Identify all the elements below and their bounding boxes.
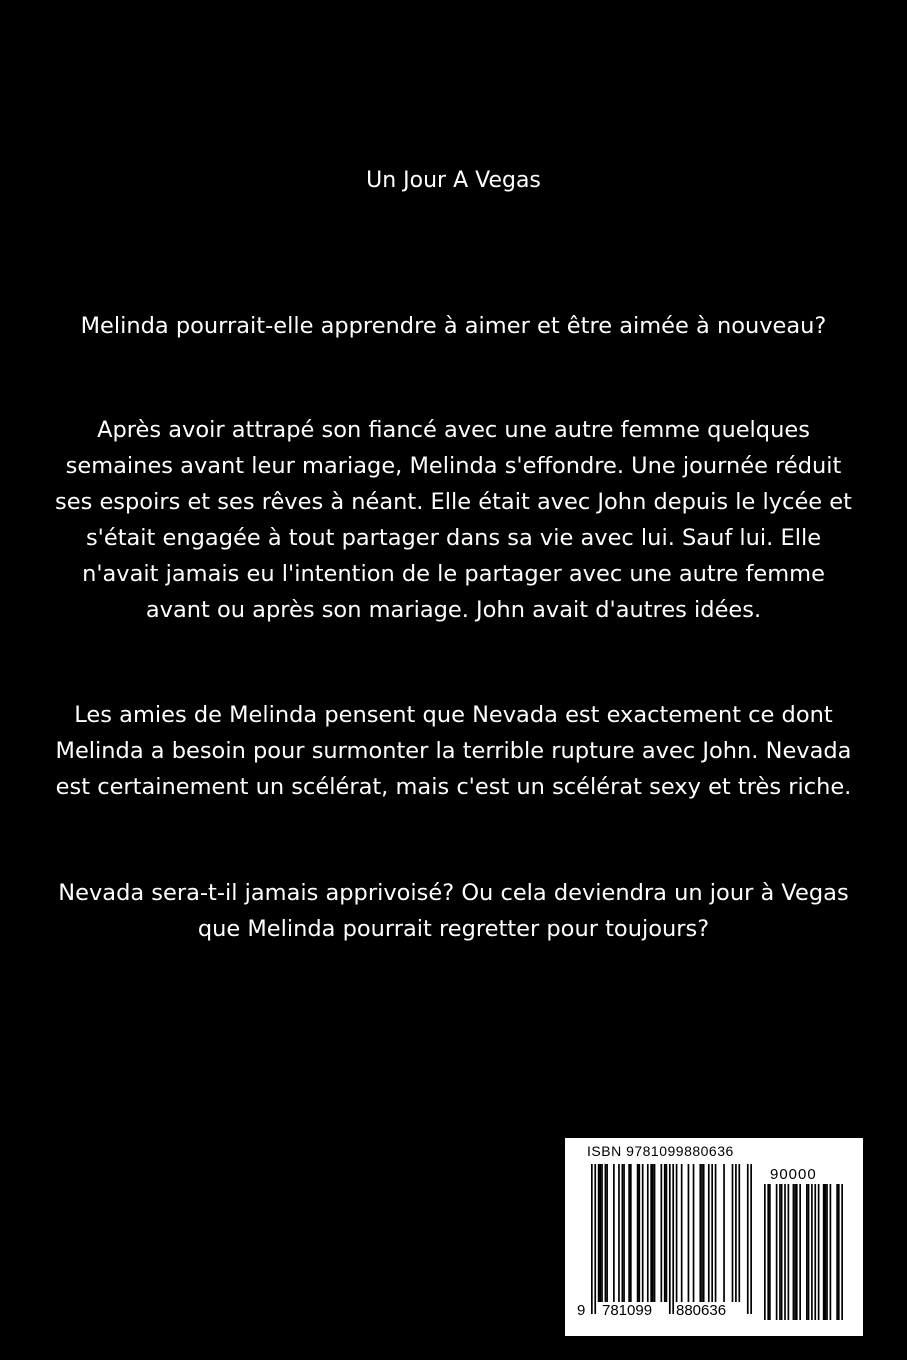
barcode-bar — [628, 1164, 630, 1302]
barcode-bar — [638, 1164, 640, 1302]
barcode-bar — [681, 1164, 683, 1302]
barcode-guard-bar — [747, 1164, 749, 1314]
barcode-bar — [598, 1164, 600, 1302]
addon-bar — [799, 1184, 801, 1320]
barcode-guard-bar — [672, 1164, 674, 1314]
barcode-bar — [606, 1164, 608, 1302]
barcode-bar — [664, 1164, 666, 1302]
barcode-bar — [637, 1164, 639, 1302]
barcode-first-digit: 9 — [577, 1302, 586, 1319]
blurb-paragraph-4: Nevada sera-t-il jamais apprivoisé? Ou cela deviendra un jour à Vegas que Melinda pourrait regretter pour toujours? — [58, 880, 849, 942]
barcode-bar — [711, 1164, 713, 1302]
barcode-bar — [605, 1164, 607, 1302]
addon-bar — [776, 1184, 778, 1320]
addon-bar — [825, 1184, 827, 1320]
addon-bar — [788, 1184, 790, 1320]
blurb-paragraph-1: Melinda pourrait-elle apprendre à aimer et être aimée à nouveau? — [80, 313, 827, 339]
barcode-guard-bar — [591, 1164, 593, 1314]
barcode-bar — [654, 1164, 656, 1302]
addon-bar — [841, 1184, 843, 1320]
addon-bar — [784, 1184, 786, 1320]
addon-bar — [806, 1184, 808, 1320]
barcode-bar — [630, 1164, 632, 1302]
addon-bar — [808, 1184, 810, 1320]
barcode-bar — [708, 1164, 710, 1302]
barcode-guard-bar — [669, 1164, 671, 1314]
barcode-bar — [676, 1164, 678, 1302]
barcode-bar — [723, 1164, 725, 1302]
addon-bar — [814, 1184, 816, 1320]
addon-bar — [794, 1184, 796, 1320]
barcode-bar — [688, 1164, 690, 1302]
addon-bar — [811, 1184, 813, 1320]
addon-bar — [830, 1184, 832, 1320]
addon-bar — [781, 1184, 783, 1320]
barcode-bar — [703, 1164, 705, 1302]
addon-bar — [826, 1184, 828, 1320]
barcode-addon-digits: 90000 — [770, 1166, 817, 1183]
barcode-bar — [642, 1164, 644, 1302]
addon-bar — [764, 1184, 766, 1320]
addon-bar — [818, 1184, 820, 1320]
barcode-bar — [738, 1164, 740, 1302]
barcode-bar — [599, 1164, 601, 1302]
barcode-bar — [699, 1164, 701, 1302]
isbn-barcode — [565, 1138, 863, 1336]
barcode-guard-bar — [594, 1164, 596, 1314]
barcode-bar — [613, 1164, 615, 1302]
barcode-bar — [650, 1164, 652, 1302]
barcode-bar — [732, 1164, 734, 1302]
barcode-bar — [647, 1164, 649, 1302]
barcode-bar — [693, 1164, 695, 1302]
blurb-paragraph-3: Les amies de Melinda pensent que Nevada est exactement ce dont Melinda a besoin pour surmonter la terrible rupture avec John. Nevada est certainement un scélérat, mais c'est un scélérat sexy et très riche. — [55, 702, 852, 800]
barcode-bar — [601, 1164, 603, 1302]
barcode-bar — [701, 1164, 703, 1302]
addon-bar — [793, 1184, 795, 1320]
book-title: Un Jour A Vegas — [366, 168, 541, 193]
barcode-bar — [666, 1164, 668, 1302]
barcode-left-digits: 781099 — [602, 1302, 653, 1319]
barcode-guard-bar — [750, 1164, 752, 1314]
addon-bar — [836, 1184, 838, 1320]
ean5-addon-bars — [764, 1184, 843, 1320]
addon-bar — [796, 1184, 798, 1320]
barcode-bar — [715, 1164, 717, 1302]
addon-bar — [767, 1184, 769, 1320]
addon-bar — [779, 1184, 781, 1320]
barcode-bar — [618, 1164, 620, 1302]
isbn-label: ISBN 9781099880636 — [587, 1143, 734, 1159]
barcode-bar — [660, 1164, 662, 1302]
barcode-bar — [652, 1164, 654, 1302]
blurb-paragraph-2: Après avoir attrapé son fiancé avec une autre femme quelques semaines avant leur mariage, Melinda s'effondre. Une journée réduit ses espoirs et ses rêves à néant. Elle était avec John depuis le lycée et s'était engagée à tout partager dans sa vie avec lui. Sauf lui. Elle n'avait jamais eu l'intention de le partager avec une autre femme avant ou après son mariage. John avait d'autres idées. — [55, 417, 852, 623]
ean13-bars — [591, 1164, 752, 1314]
addon-bar — [823, 1184, 825, 1320]
addon-bar — [769, 1184, 771, 1320]
barcode-right-digits: 880636 — [676, 1302, 727, 1319]
barcode-bar — [735, 1164, 737, 1302]
barcode-bar — [623, 1164, 625, 1302]
addon-bar — [838, 1184, 840, 1320]
barcode-bar — [622, 1164, 624, 1302]
